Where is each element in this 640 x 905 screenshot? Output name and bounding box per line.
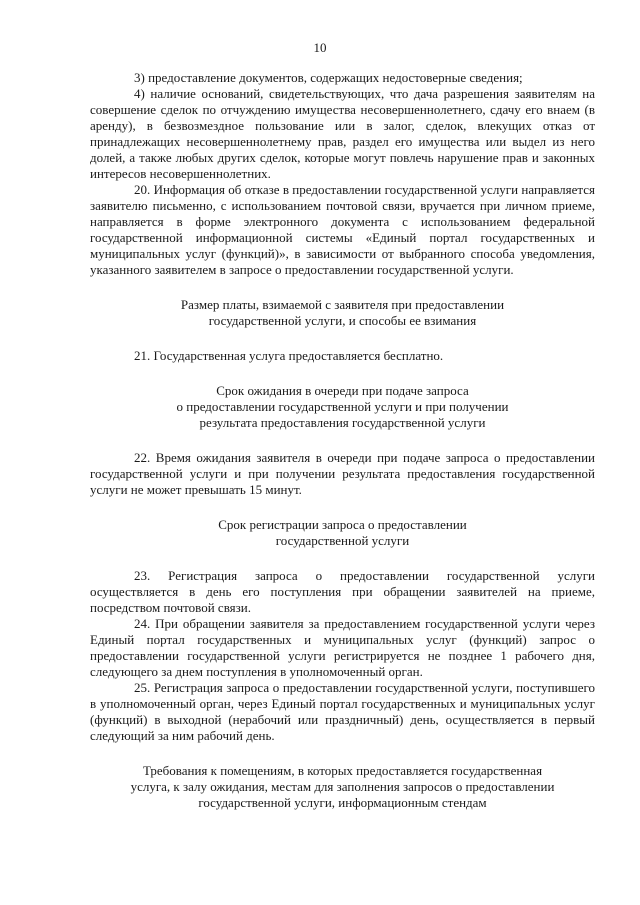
page-number: 10	[313, 40, 327, 55]
heading-wait-line-2: о предоставлении государственной услуги и при получении	[176, 399, 509, 414]
paragraph-item-25: 25. Регистрация запроса о предоставлении государственной услуги, поступившего в уполномоченный орган, через Единый портал государственных и муниципальных услуг (функций) в выходной (нерабочий или праздничный) день, осуществляется в первый следующий за ним рабочий день.	[90, 680, 595, 743]
document-body	[90, 70, 595, 811]
paragraph-item-3: 3) предоставление документов, содержащих недостоверные сведения;	[134, 70, 523, 85]
paragraph-item-22: 22. Время ожидания заявителя в очереди при подаче запроса о предоставлении государственной услуги и при получении результата предоставления государственной услуги не может превышать 15 минут.	[90, 450, 595, 497]
heading-registration-line-2: государственной услуги	[275, 533, 410, 548]
heading-premises-line-1: Требования к помещениям, в которых предоставляется государственная	[142, 763, 543, 778]
heading-premises-line-2: услуга, к залу ожидания, местам для заполнения запросов о предоставлении	[130, 779, 555, 794]
paragraph-item-24: 24. При обращении заявителя за предоставлением государственной услуги через Единый портал государственных и муниципальных услуг (функций) запрос о предоставлении государственной услуги регистрируется не позднее 1 рабочего дня, следующего за днем поступления в уполномоченный орган.	[90, 616, 595, 679]
heading-wait-line-3: результата предоставления государственной услуги	[199, 415, 486, 430]
heading-registration-line-1: Срок регистрации запроса о предоставлении	[218, 517, 467, 532]
heading-fee-line-2: государственной услуги, и способы ее взимания	[208, 313, 477, 328]
paragraph-item-4: 4) наличие оснований, свидетельствующих, что дача разрешения заявителям на совершение сделок по отчуждению имущества несовершеннолетнего, сдачу его внаем (в аренду), в безвозмездное пользование или в залог, сделок, влекущих отказ от принадлежащих несовершеннолетнему прав, раздел его имущества или выдел из него долей, а также любых других сделок, которые могут повлечь нарушение прав и законных интересов несовершеннолетних.	[90, 86, 595, 181]
heading-premises-line-3: государственной услуги, информационным стендам	[198, 795, 487, 810]
paragraph-item-20: 20. Информация об отказе в предоставлении государственной услуги направляется заявителю письменно, с использованием почтовой связи, вручается при личном приеме, направляется в форме электронного документа с использованием федеральной государственной информационной системы «Единый портал государственных и муниципальных услуг (функций)», в зависимости от выбранного способа уведомления, указанного заявителем в запросе о предоставлении государственной услуги.	[90, 182, 595, 277]
paragraph-item-21: 21. Государственная услуга предоставляется бесплатно.	[134, 348, 444, 363]
heading-fee-line-1: Размер платы, взимаемой с заявителя при предоставлении	[180, 297, 505, 312]
heading-wait-line-1: Срок ожидания в очереди при подаче запроса	[216, 383, 469, 398]
paragraph-item-23: 23. Регистрация запроса о предоставлении государственной услуги осуществляется в день его поступления при обращении заявителей на приеме, посредством почтовой связи.	[90, 568, 595, 615]
